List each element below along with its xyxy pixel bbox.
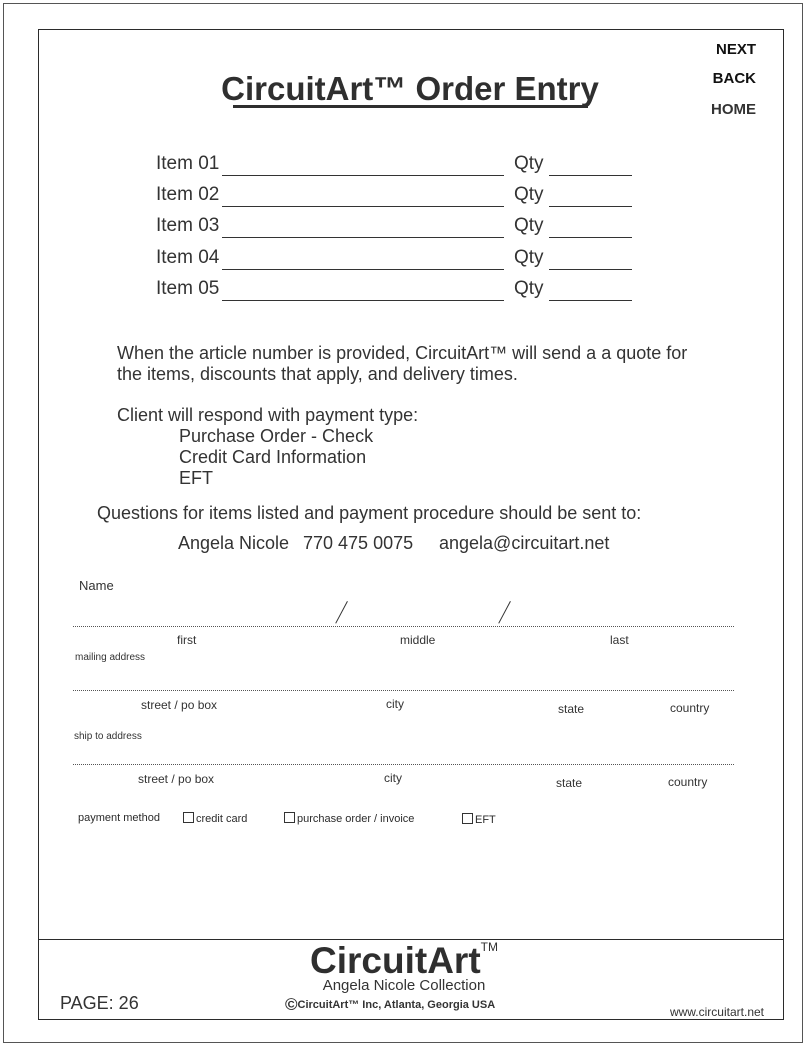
eft-checkbox[interactable] <box>462 813 473 824</box>
footer-brand-name: CircuitArt <box>310 940 481 981</box>
country-caption: country <box>670 701 710 715</box>
qty-label: Qty <box>514 247 544 268</box>
copyright-icon: © <box>285 995 298 1014</box>
qty-label: Qty <box>514 184 544 205</box>
qty-label: Qty <box>514 153 544 174</box>
page-title: CircuitArt™ Order Entry <box>221 70 599 107</box>
qty-field[interactable] <box>549 269 632 270</box>
quote-text-line-1: When the article number is provided, CircuitArt™ will send a a quote for <box>117 343 688 363</box>
state-caption: state <box>558 702 585 716</box>
contact-email[interactable]: angela@circuitart.net <box>439 533 610 553</box>
item-field[interactable] <box>222 206 504 207</box>
ship-to-address-field[interactable] <box>73 764 734 765</box>
city-caption: city <box>384 771 402 785</box>
first-name-caption: first <box>177 633 197 647</box>
state-caption: state <box>556 776 583 790</box>
payment-intro: Client will respond with payment type: <box>117 405 419 425</box>
back-link[interactable]: BACK <box>712 70 756 87</box>
name-field[interactable] <box>73 626 734 627</box>
contact-name: Angela Nicole <box>178 533 290 553</box>
qty-field[interactable] <box>549 237 632 238</box>
purchase-order-label: purchase order / invoice <box>297 813 415 825</box>
street-caption: street / po box <box>138 772 215 786</box>
street-caption: street / po box <box>141 698 218 712</box>
country-caption: country <box>668 775 708 789</box>
mailing-address-field[interactable] <box>73 690 734 691</box>
item-field[interactable] <box>222 269 504 270</box>
copyright-line <box>285 995 495 1015</box>
item-field[interactable] <box>222 175 504 176</box>
page-inner-border <box>38 29 784 1020</box>
credit-card-option[interactable] <box>183 812 247 825</box>
qty-field[interactable] <box>549 206 632 207</box>
payment-type: EFT <box>179 468 213 488</box>
ship-to-address-label: ship to address <box>74 731 142 742</box>
qty-field[interactable] <box>549 300 632 301</box>
item-label: Item 02 <box>156 184 220 205</box>
eft-label: EFT <box>475 814 496 826</box>
item-field[interactable] <box>222 300 504 301</box>
middle-name-caption: middle <box>400 633 436 647</box>
next-link[interactable]: NEXT <box>715 41 756 58</box>
item-label: Item 04 <box>156 247 220 268</box>
home-link[interactable]: HOME <box>711 101 756 118</box>
item-label: Item 03 <box>156 215 220 236</box>
questions-text: Questions for items listed and payment procedure should be sent to: <box>97 503 642 523</box>
credit-card-checkbox[interactable] <box>183 812 194 823</box>
contact-phone: 770 475 0075 <box>303 533 414 553</box>
website-link[interactable]: www.circuitart.net <box>669 1005 764 1019</box>
payment-type: Credit Card Information <box>179 447 367 467</box>
payment-type: Purchase Order - Check <box>179 426 374 446</box>
purchase-order-checkbox[interactable] <box>284 812 295 823</box>
item-label: Item 05 <box>156 278 220 299</box>
eft-option[interactable] <box>462 813 496 826</box>
item-label: Item 01 <box>156 153 220 174</box>
footer-brand-logo <box>0 940 808 982</box>
last-name-caption: last <box>610 633 629 647</box>
qty-field[interactable] <box>549 175 632 176</box>
title-underline <box>233 105 588 108</box>
qty-label: Qty <box>514 215 544 236</box>
name-label: Name <box>79 578 114 593</box>
trademark-mark: TM <box>480 940 498 954</box>
item-field[interactable] <box>222 237 504 238</box>
quote-text-line-2: the items, discounts that apply, and delivery times. <box>117 364 518 384</box>
collection-name: Angela Nicole Collection <box>322 977 486 994</box>
city-caption: city <box>386 697 404 711</box>
mailing-address-label: mailing address <box>75 652 146 663</box>
purchase-order-option[interactable] <box>284 812 414 825</box>
payment-method-label: payment method <box>78 812 160 824</box>
qty-label: Qty <box>514 278 544 299</box>
credit-card-label: credit card <box>196 813 248 825</box>
copyright-text: CircuitArt™ Inc, Atlanta, Georgia USA <box>297 999 496 1011</box>
page-number: PAGE: 26 <box>60 993 139 1013</box>
